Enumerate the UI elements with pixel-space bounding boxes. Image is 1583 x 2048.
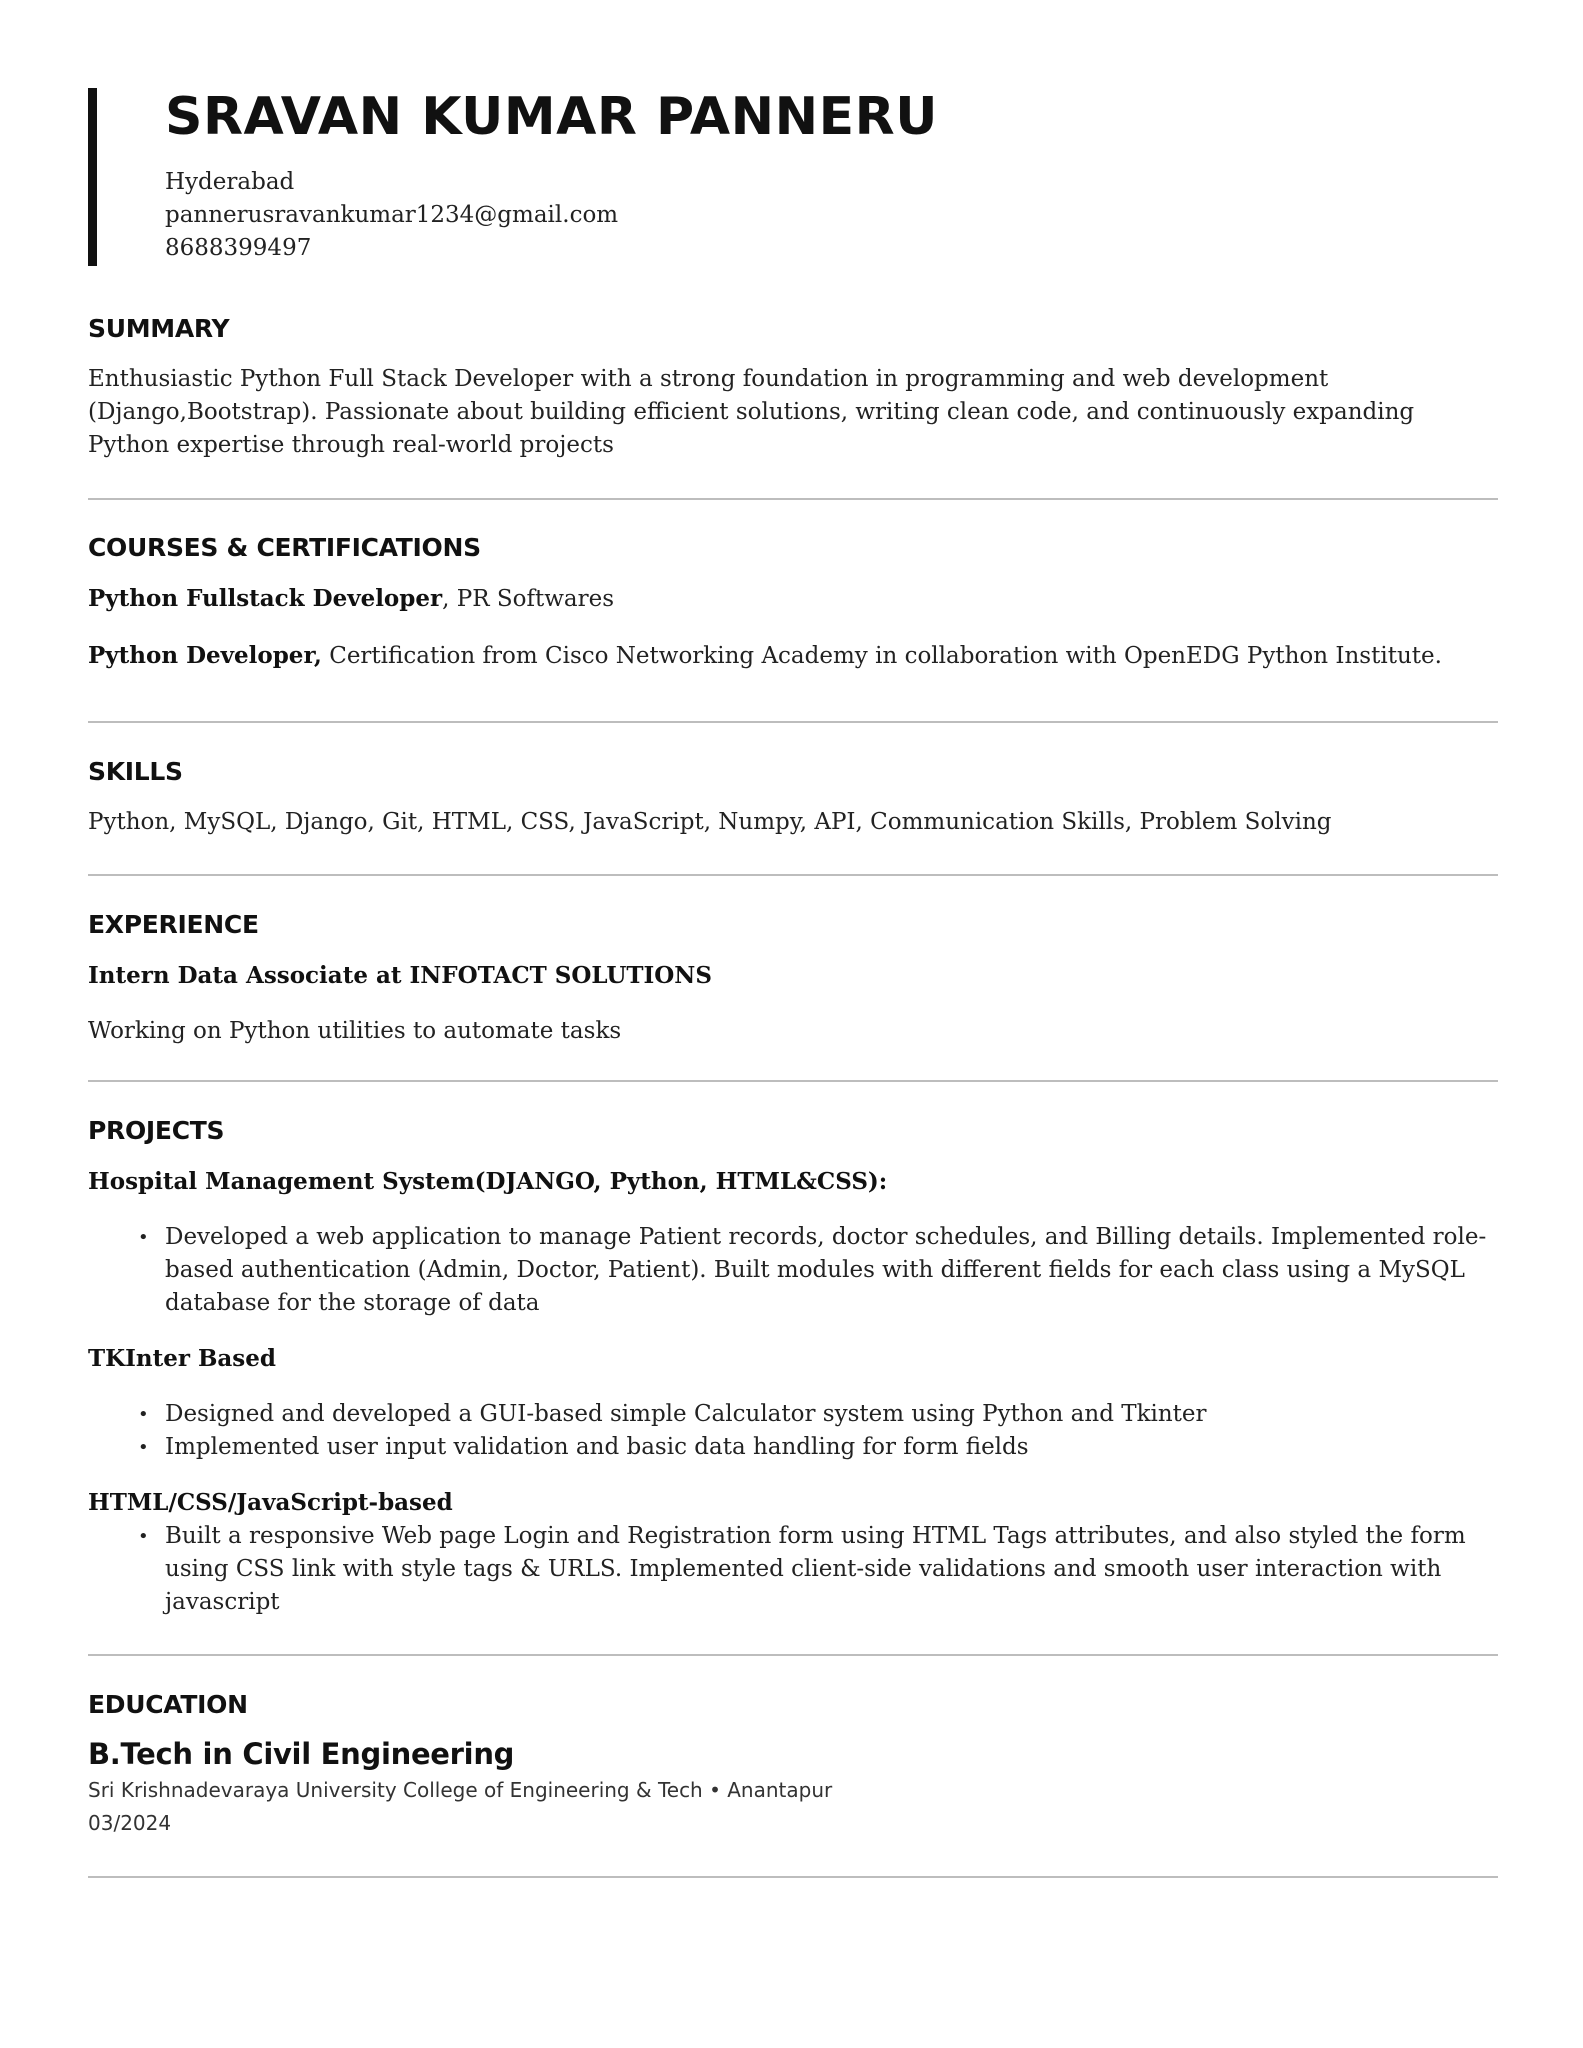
projects-section <box>88 1116 1498 1619</box>
experience-role: Intern Data Associate at INFOTACT SOLUTIONS <box>88 962 712 989</box>
course-item <box>88 639 1498 673</box>
education-degree: B.Tech in Civil Engineering <box>88 1737 515 1771</box>
experience-section <box>88 910 1498 1048</box>
contact-info <box>165 166 618 265</box>
course-name: Python Developer, <box>88 642 322 669</box>
course-item <box>88 582 1498 616</box>
section-divider <box>88 874 1498 876</box>
candidate-name: SRAVAN KUMAR PANNERU <box>165 87 938 147</box>
section-title-experience: EXPERIENCE <box>88 910 259 939</box>
project-heading: Hospital Management System(DJANGO, Python, HTML&CSS): <box>88 1168 888 1195</box>
education-date: 03/2024 <box>88 1811 172 1835</box>
experience-description: Working on Python utilities to automate tasks <box>88 1018 622 1044</box>
phone-text: 8688399497 <box>165 235 312 261</box>
section-title-projects: PROJECTS <box>88 1116 225 1145</box>
header-accent-bar <box>88 88 97 266</box>
section-title-education: EDUCATION <box>88 1690 248 1719</box>
location-text: Hyderabad <box>165 169 295 195</box>
section-divider <box>88 1654 1498 1656</box>
project-heading: HTML/CSS/JavaScript-based <box>88 1489 453 1516</box>
section-title-skills: SKILLS <box>88 757 183 786</box>
course-provider: Certification from Cisco Networking Academy in collaboration with OpenEDG Python Institute. <box>321 643 1442 669</box>
list-item: • Built a responsive Web page Login and Registration form using HTML Tags attributes, and also styled the form using CSS link with style tags & URLS. Implemented client-side validations and smooth user interaction with javascript <box>165 1520 1498 1619</box>
email-text: pannerusravankumar1234@gmail.com <box>165 202 619 228</box>
project-bullets <box>88 1398 1498 1464</box>
education-section <box>88 1690 1498 1840</box>
summary-section <box>88 314 1498 462</box>
courses-section <box>88 533 1498 673</box>
education-institution: Sri Krishnadevaraya University College of Engineering & Tech • Anantapur <box>88 1778 833 1802</box>
skills-text: Python, MySQL, Django, Git, HTML, CSS, JavaScript, Numpy, API, Communication Skills, Problem Solving <box>88 809 1332 835</box>
section-title-summary: SUMMARY <box>88 314 230 343</box>
section-divider <box>88 498 1498 500</box>
course-name: Python Fullstack Developer <box>88 585 443 612</box>
course-provider: , PR Softwares <box>442 586 615 612</box>
list-item: • Designed and developed a GUI-based simple Calculator system using Python and Tkinter <box>165 1398 1498 1431</box>
list-item: • Implemented user input validation and basic data handling for form fields <box>165 1431 1498 1464</box>
project-heading: TKInter Based <box>88 1345 276 1372</box>
resume-header <box>88 88 1088 266</box>
section-title-courses: COURSES & CERTIFICATIONS <box>88 533 481 562</box>
section-divider <box>88 1876 1498 1878</box>
list-item: • Developed a web application to manage Patient records, doctor schedules, and Billing details. Implemented role-based authentication (Admin, Doctor, Patient). Built modules with different fields for each class using a MySQL database for the storage of data <box>165 1221 1498 1320</box>
section-divider <box>88 721 1498 723</box>
project-bullets <box>88 1221 1498 1320</box>
section-divider <box>88 1080 1498 1082</box>
project-bullets <box>88 1520 1498 1619</box>
skills-section <box>88 757 1498 839</box>
summary-text: Enthusiastic Python Full Stack Developer with a strong foundation in programming and web development (Django,Bootstrap). Passionate about building efficient solutions, writing clean code, and continuously expanding Python expertise through real-world projects <box>88 366 1415 458</box>
